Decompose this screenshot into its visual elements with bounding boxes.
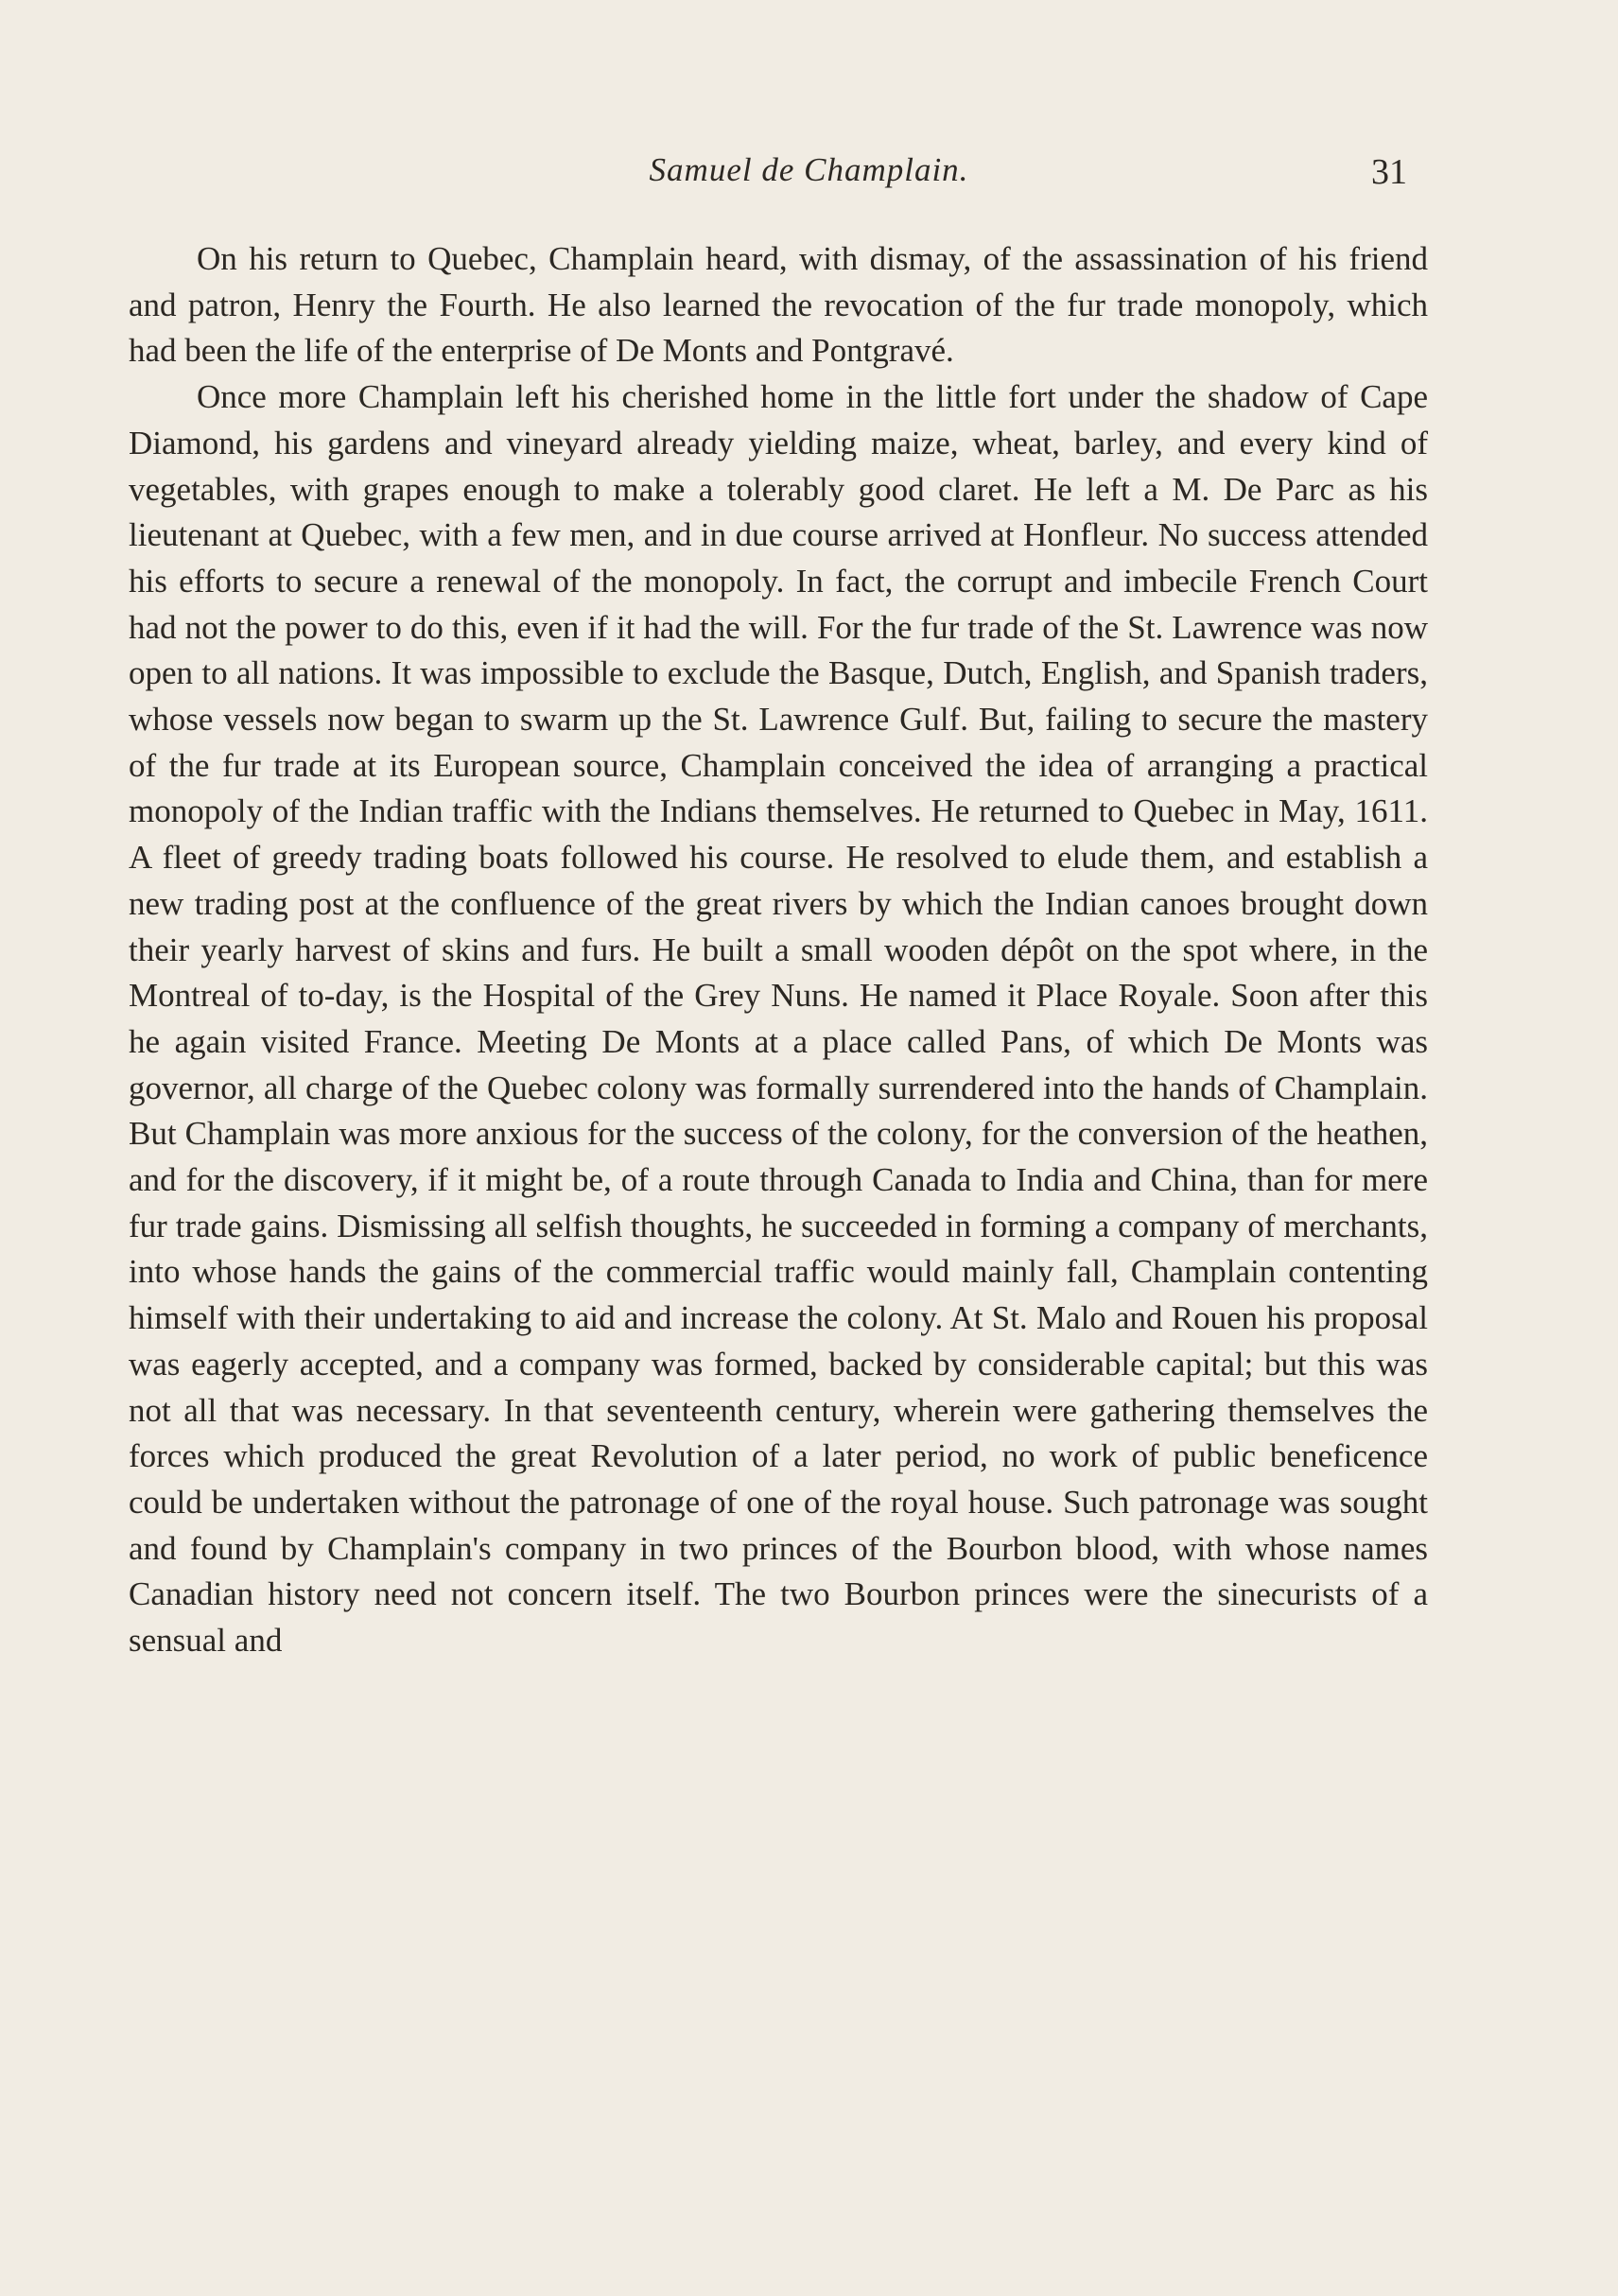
paragraph-1: On his return to Quebec, Champlain heard, with dismay, of the assassination of his friend and patron, Henry the Fourth. He also learned the revocation of the fur trade monopoly, which had been the life of the enterprise of De Monts and Pontgravé. bbox=[129, 240, 1428, 370]
body-text bbox=[129, 236, 1428, 1664]
paragraph-2: Once more Champlain left his cherished home in the little fort under the shadow of Cape Diamond, his gardens and vineyard already yielding maize, wheat, barley, and every kind of vegetables, with grapes enough to make a tolerably good claret. He left a M. De Parc as his lieutenant at Quebec, with a few men, and in due course arrived at Honfleur. No success attended his efforts to secure a renewal of the monopoly. In fact, the corrupt and imbecile French Court had not the power to do this, even if it had the will. For the fur trade of the St. Lawrence was now open to all nations. It was impossible to exclude the Basque, Dutch, English, and Spanish traders, whose vessels now began to swarm up the St. Lawrence Gulf. But, failing to secure the mastery of the fur trade at its European source, Champlain conceived the idea of arranging a practical monopoly of the Indian traffic with the Indians themselves. He returned to Quebec in May, 1611. A fleet of greedy trading boats followed his course. He resolved to elude them, and establish a new trading post at the confluence of the great rivers by which the Indian canoes brought down their yearly harvest of skins and furs. He built a small wooden dépôt on the spot where, in the Montreal of to-day, is the Hospital of the Grey Nuns. He named it Place Royale. Soon after this he again visited France. Meeting De Monts at a place called Pans, of which De Monts was governor, all charge of the Quebec colony was formally surrendered into the hands of Champlain. But Champlain was more anxious for the success of the colony, for the conversion of the heathen, and for the discovery, if it might be, of a route through Canada to India and China, than for mere fur trade gains. Dismissing all selfish thoughts, he succeeded in forming a company of merchants, into whose hands the gains of the commercial traffic would mainly fall, Champlain contenting himself with their undertaking to aid and increase the colony. At St. Malo and Rouen his proposal was eagerly accepted, and a company was formed, backed by considerable capital; but this was not all that was necessary. In that seventeenth century, wherein were gathering themselves the forces which produced the great Revolution of a later period, no work of public beneficence could be undertaken without the patronage of one of the royal house. Such patronage was sought and found by Champlain's company in two princes of the Bourbon blood, with whose names Canadian history need not concern itself. The two Bourbon princes were the sinecurists of a sensual and bbox=[129, 378, 1428, 1660]
running-title: Samuel de Champlain. bbox=[649, 151, 969, 188]
running-head bbox=[0, 148, 1618, 204]
page-number: 31 bbox=[1371, 152, 1407, 192]
